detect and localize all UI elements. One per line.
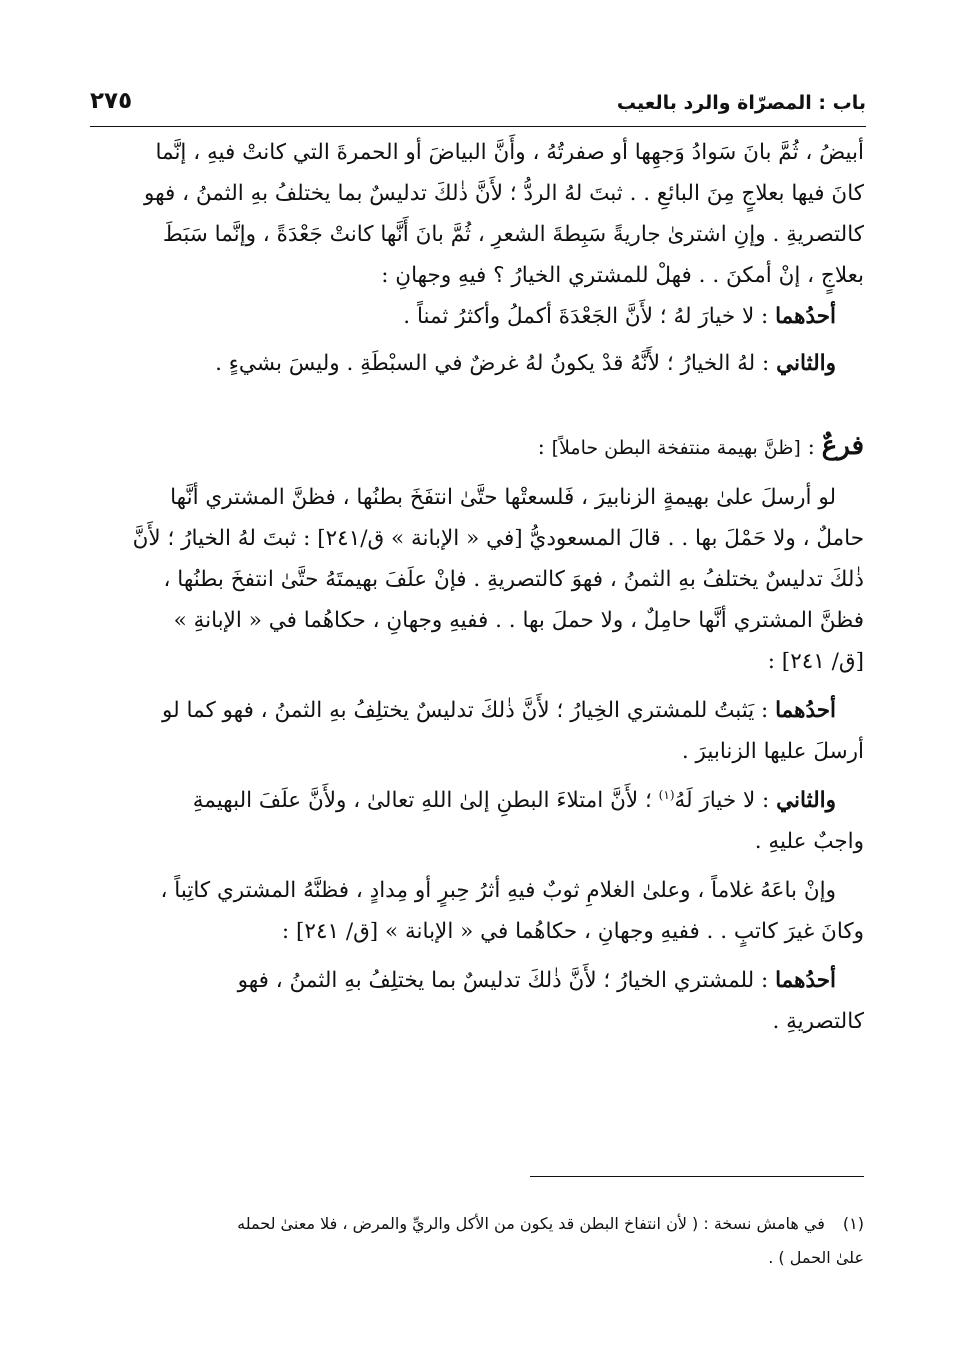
branch-separator: : <box>800 435 822 460</box>
text-line: فظنَّ المشتري أنَّها حامِلٌ ، ولا حملَ بها . . ففيهِ وجهانِ ، حكاهُما في « الإبانةِ » <box>173 608 864 633</box>
text-line: أبيضُ ، ثُمَّ بانَ سَوادُ وَجهِها أو صفرتُهُ ، وأَنَّ البياضَ أو الحمرةَ التي كانتْ فيهِ ، إنَّما <box>155 140 864 165</box>
text-line: كالتصريةِ . وإنِ اشترىٰ جاريةً سَبِطةَ الشعرِ ، ثُمَّ بانَ أَنَّها كانتْ جَعْدَةً ، وإنَّما سَبَطَ <box>162 222 864 247</box>
opinion-text: : لا خيارَ لهُ ؛ لأَنَّ الجَعْدَةَ أكملُ وأكثرُ ثمناً . <box>403 304 776 329</box>
opinion-lead: أحدُهما <box>775 968 836 993</box>
opinion-lead: والثاني <box>776 788 836 813</box>
text-line: وكانَ غيرَ كاتبٍ . . ففيهِ وجهانِ ، حكاهُما في « الإبانة » [ق/ ٢٤١] : <box>281 919 864 944</box>
opinion-first <box>92 296 864 337</box>
opinion-first <box>92 960 864 1001</box>
branch-end: : <box>537 435 552 460</box>
header-rule <box>90 126 866 127</box>
running-header <box>90 88 866 124</box>
opinion-lead: أحدُهما <box>775 698 836 723</box>
main-text <box>92 132 864 1042</box>
opinion-second <box>92 780 864 821</box>
branch-heading <box>92 426 864 469</box>
text-line: وإنْ باعَهُ غلاماً ، وعلىٰ الغلامِ ثوبٌ فيهِ أثرُ حِبرٍ أو مِدادٍ ، فظنَّهُ المشتري كاتِباً ، <box>160 878 836 903</box>
section-gap <box>92 384 864 426</box>
branch-title: [ظنَّ بهيمة منتفخة البطن حاملاً] <box>551 437 801 459</box>
text-line: حاملٌ ، ولا حَمْلَ بها . . قالَ المسعوديُّ [في « الإبانة » ق/٢٤١] : ثبتَ لهُ الخيارُ ؛ لأَنَّ <box>132 526 864 551</box>
text-line: بعلاجٍ ، إنْ أمكنَ . . فهلْ للمشتري الخيارُ ؟ فيهِ وجهانِ : <box>381 263 864 288</box>
footnote-continuation: علىٰ الحمل ) . <box>768 1248 864 1267</box>
opinion-second <box>92 343 864 384</box>
footnote-text: في هامش نسخة : ( لأن انتفاخ البطن قد يكون من الأكل والريِّ والمرض ، فلا معنىٰ لحمله <box>237 1214 825 1233</box>
footnote-reference[interactable]: (١) <box>658 787 675 802</box>
opinion-text: : لهُ الخيارُ ؛ لأَنَّهُ قدْ يكونُ لهُ غرضٌ في السبْطَةِ . وليسَ بشيءٍ . <box>215 351 777 376</box>
text-line: [ق/ ٢٤١] : <box>767 649 864 674</box>
footnote <box>92 1207 864 1241</box>
opinion-text: : لا خيارَ لَهُ <box>674 788 777 813</box>
opinion-text: ؛ لأَنَّ امتلاءَ البطنِ إلىٰ اللهِ تعالىٰ ، ولأَنَّ علَفَ البهيمةِ <box>192 788 659 813</box>
opinion-text: : للمشتري الخيارُ ؛ لأَنَّ ذٰلكَ تدليسٌ بما يختلِفُ بهِ الثمنُ ، فهو <box>237 968 776 993</box>
footnote-marker: (١) <box>842 1214 864 1233</box>
text-line: كالتصريةِ . <box>772 1009 864 1034</box>
chapter-title: باب : المصرّاة والرد بالعيب <box>616 92 866 114</box>
opinion-lead: والثاني <box>776 351 836 376</box>
text-line: واجبٌ عليهِ . <box>754 829 864 854</box>
text-line: كانَ فيها بعلاجٍ مِنَ البائعِ . . ثبتَ لهُ الردُّ ؛ لأَنَّ ذٰلكَ تدليسٌ بما يختلفُ بهِ الثمنُ ، فهو <box>144 181 864 206</box>
opinion-first <box>92 690 864 731</box>
footnotes <box>92 1207 864 1275</box>
text-line: أرسلَ عليها الزنابيرَ . <box>681 739 864 764</box>
footnote-rule <box>530 1176 864 1177</box>
branch-label: فرعٌ <box>821 431 864 461</box>
page-number: ٢٧٥ <box>90 88 133 114</box>
text-line: ذٰلكَ تدليسٌ يختلفُ بهِ الثمنُ ، فهوَ كالتصريةِ . فإنْ علَفَ بهيمتَهُ حتَّىٰ انتفخَ بطنُها ، <box>163 567 864 592</box>
opinion-text: : يَثبتُ للمشتري الخِيارُ ؛ لأَنَّ ذٰلكَ تدليسٌ يختلِفُ بهِ الثمنُ ، فهو كما لو <box>162 698 776 723</box>
text-line: لو أرسلَ علىٰ بهيمةٍ الزنابيرَ ، فَلسعتْها حتَّىٰ انتفَخَ بطنُها ، فظنَّ المشتري أنَّها <box>170 485 836 510</box>
opinion-lead: أحدُهما <box>775 304 836 329</box>
